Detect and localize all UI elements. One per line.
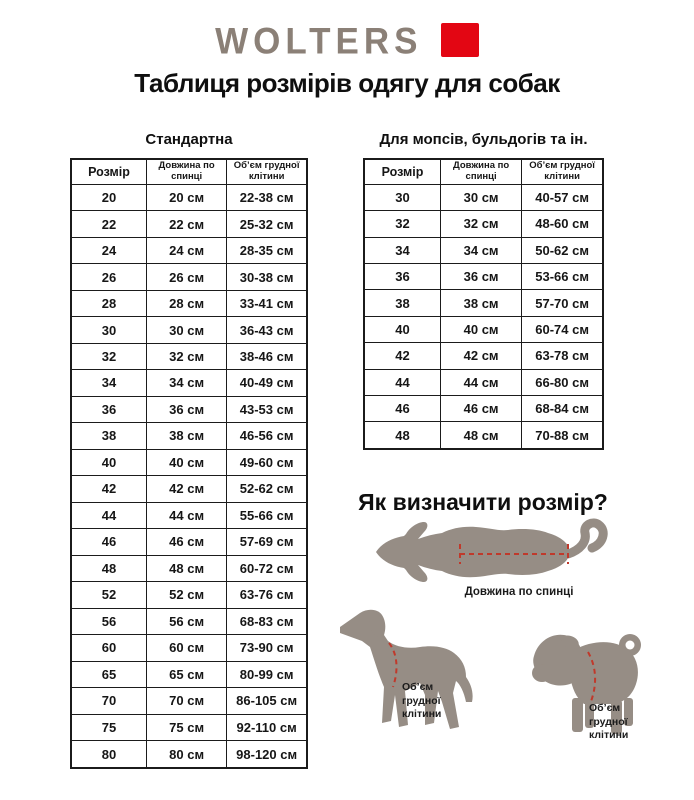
table-cell: 38 <box>71 423 147 449</box>
back-length-label: Довжина по спинці <box>464 586 574 598</box>
table-row <box>71 529 307 555</box>
table-cell: 50-62 см <box>522 237 603 263</box>
table-row <box>364 264 603 290</box>
table-row <box>71 714 307 740</box>
table-cell: 98-120 см <box>227 741 307 768</box>
table-row <box>364 290 603 316</box>
how-to-heading: Як визначити розмір? <box>358 489 608 515</box>
table-cell: 44 <box>71 502 147 528</box>
table-cell: 80-99 см <box>227 661 307 687</box>
column-header: Довжина по спинці <box>440 159 521 184</box>
table-cell: 42 см <box>440 343 521 369</box>
table-cell: 42 <box>71 476 147 502</box>
table-cell: 36 см <box>147 396 227 422</box>
table-cell: 48-60 см <box>522 211 603 237</box>
table-cell: 30 <box>71 317 147 343</box>
chest-volume-label-line: грудної <box>402 694 441 707</box>
table-cell: 30 см <box>147 317 227 343</box>
table-cell: 30-38 см <box>227 264 307 290</box>
table-row <box>71 343 307 369</box>
dog-side-view-icon <box>332 603 482 743</box>
table-cell: 46-56 см <box>227 423 307 449</box>
table-cell: 52-62 см <box>227 476 307 502</box>
table-header-row <box>364 159 603 184</box>
chest-volume-label-line: клітини <box>402 708 442 720</box>
table-cell: 34 <box>364 237 440 263</box>
table-cell: 75 см <box>147 714 227 740</box>
table-cell: 28 <box>71 290 147 316</box>
table-cell: 40 <box>71 449 147 475</box>
table-cell: 30 <box>364 184 440 210</box>
table-cell: 24 см <box>147 237 227 263</box>
table-cell: 32 см <box>147 343 227 369</box>
table-cell: 32 см <box>440 211 521 237</box>
table-row <box>71 688 307 714</box>
table-cell: 57-70 см <box>522 290 603 316</box>
table-cell: 40 <box>364 316 440 342</box>
table-row <box>364 211 603 237</box>
table-cell: 49-60 см <box>227 449 307 475</box>
page-title: Таблиця розмірів одягу для собак <box>134 68 560 98</box>
table-row <box>71 423 307 449</box>
table-row <box>71 582 307 608</box>
table-row <box>364 422 603 449</box>
chest-volume-label <box>589 702 628 743</box>
table-cell: 48 см <box>147 555 227 581</box>
table-row <box>71 449 307 475</box>
chest-volume-label <box>402 681 441 722</box>
table-cell: 70 <box>71 688 147 714</box>
table-cell: 38 см <box>147 423 227 449</box>
table-cell: 42 см <box>147 476 227 502</box>
table-cell: 52 см <box>147 582 227 608</box>
table-cell: 22 <box>71 211 147 237</box>
table-cell: 22-38 см <box>227 184 307 210</box>
table-cell: 63-76 см <box>227 582 307 608</box>
table-cell: 40-57 см <box>522 184 603 210</box>
pugs-size-section <box>363 131 604 450</box>
table-row <box>364 316 603 342</box>
table-cell: 33-41 см <box>227 290 307 316</box>
table-row <box>71 555 307 581</box>
table-cell: 38-46 см <box>227 343 307 369</box>
table-cell: 60 <box>71 635 147 661</box>
table-cell: 22 см <box>147 211 227 237</box>
table-cell: 40 см <box>440 316 521 342</box>
table-row <box>71 370 307 396</box>
table-row <box>71 237 307 263</box>
table-row <box>71 317 307 343</box>
table-cell: 92-110 см <box>227 714 307 740</box>
brand-logo-red-square-icon <box>441 23 479 57</box>
table-cell: 80 <box>71 741 147 768</box>
table-cell: 56 <box>71 608 147 634</box>
table-cell: 46 <box>71 529 147 555</box>
pugs-size-table <box>363 158 604 450</box>
table-cell: 42 <box>364 343 440 369</box>
table-cell: 70-88 см <box>522 422 603 449</box>
table-row <box>71 211 307 237</box>
table-cell: 40-49 см <box>227 370 307 396</box>
table-cell: 44 <box>364 369 440 395</box>
table-row <box>364 369 603 395</box>
table-cell: 86-105 см <box>227 688 307 714</box>
table-cell: 40 см <box>147 449 227 475</box>
table-cell: 52 <box>71 582 147 608</box>
table-cell: 44 см <box>147 502 227 528</box>
table-cell: 20 <box>71 184 147 210</box>
table-cell: 65 см <box>147 661 227 687</box>
table-cell: 60 см <box>147 635 227 661</box>
table-cell: 36 см <box>440 264 521 290</box>
table-cell: 34 <box>71 370 147 396</box>
table-cell: 56 см <box>147 608 227 634</box>
table-cell: 38 см <box>440 290 521 316</box>
table-row <box>71 502 307 528</box>
table-cell: 46 см <box>440 395 521 421</box>
table-cell: 38 <box>364 290 440 316</box>
table-cell: 68-83 см <box>227 608 307 634</box>
table-row <box>71 184 307 210</box>
table-cell: 60-74 см <box>522 316 603 342</box>
table-cell: 48 см <box>440 422 521 449</box>
chest-volume-label-line: Об’єм <box>589 702 621 714</box>
chest-volume-label-line: клітини <box>589 729 629 741</box>
table-row <box>71 476 307 502</box>
table-cell: 80 см <box>147 741 227 768</box>
table-cell: 36-43 см <box>227 317 307 343</box>
table-cell: 36 <box>71 396 147 422</box>
table-cell: 34 см <box>440 237 521 263</box>
standard-size-table <box>70 158 308 769</box>
table-cell: 28 см <box>147 290 227 316</box>
table-header-row <box>71 159 307 184</box>
table-cell: 32 <box>364 211 440 237</box>
standard-table-heading: Стандартна <box>145 131 233 148</box>
table-row <box>71 741 307 768</box>
column-header: Розмір <box>71 159 147 184</box>
table-cell: 24 <box>71 237 147 263</box>
table-cell: 53-66 см <box>522 264 603 290</box>
table-cell: 55-66 см <box>227 502 307 528</box>
column-header: Довжина по спинці <box>147 159 227 184</box>
table-row <box>71 661 307 687</box>
table-cell: 75 <box>71 714 147 740</box>
table-row <box>364 184 603 210</box>
table-row <box>71 290 307 316</box>
table-row <box>71 608 307 634</box>
table-cell: 46 <box>364 395 440 421</box>
table-row <box>71 396 307 422</box>
table-cell: 25-32 см <box>227 211 307 237</box>
table-cell: 60-72 см <box>227 555 307 581</box>
table-cell: 65 <box>71 661 147 687</box>
brand-logo <box>0 22 694 62</box>
standard-size-section <box>70 131 308 769</box>
column-header: Об’єм грудної клітини <box>227 159 307 184</box>
chest-volume-label-line: Об’єм <box>402 681 434 693</box>
table-cell: 28-35 см <box>227 237 307 263</box>
pugs-table-heading: Для мопсів, бульдогів та ін. <box>379 131 588 148</box>
table-cell: 44 см <box>440 369 521 395</box>
table-cell: 30 см <box>440 184 521 210</box>
dog-top-view-icon <box>372 516 612 588</box>
table-cell: 20 см <box>147 184 227 210</box>
table-cell: 26 <box>71 264 147 290</box>
table-row <box>71 635 307 661</box>
table-cell: 36 <box>364 264 440 290</box>
table-cell: 34 см <box>147 370 227 396</box>
table-row <box>364 395 603 421</box>
table-cell: 73-90 см <box>227 635 307 661</box>
chest-volume-label-line: грудної <box>589 715 628 728</box>
table-cell: 26 см <box>147 264 227 290</box>
table-cell: 66-80 см <box>522 369 603 395</box>
table-cell: 70 см <box>147 688 227 714</box>
column-header: Об’єм грудної клітини <box>522 159 603 184</box>
table-cell: 46 см <box>147 529 227 555</box>
table-row <box>364 343 603 369</box>
table-cell: 48 <box>71 555 147 581</box>
table-cell: 43-53 см <box>227 396 307 422</box>
table-cell: 32 <box>71 343 147 369</box>
table-row <box>71 264 307 290</box>
brand-logo-text: WOLTERS <box>215 21 423 62</box>
table-cell: 68-84 см <box>522 395 603 421</box>
column-header: Розмір <box>364 159 440 184</box>
table-row <box>364 237 603 263</box>
table-cell: 48 <box>364 422 440 449</box>
table-cell: 63-78 см <box>522 343 603 369</box>
table-cell: 57-69 см <box>227 529 307 555</box>
